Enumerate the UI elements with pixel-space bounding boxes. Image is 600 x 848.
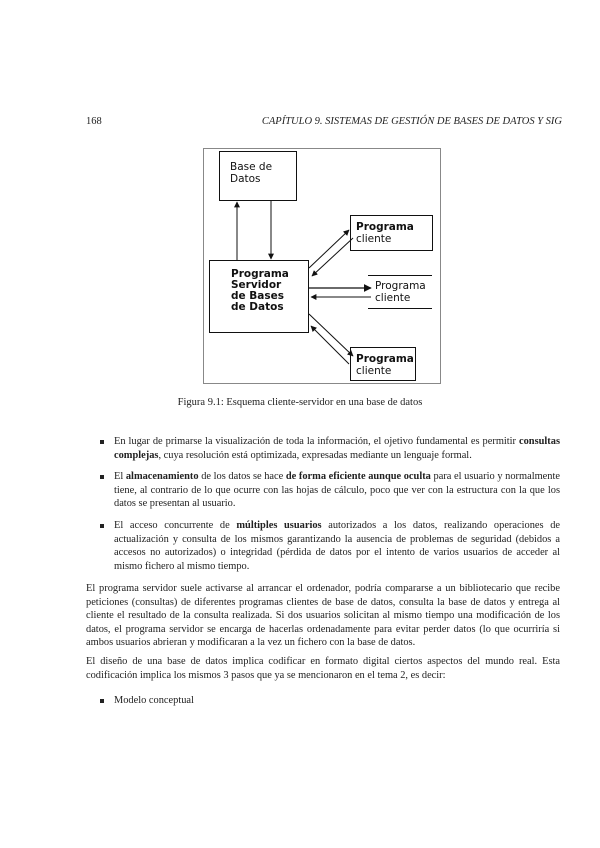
client-middle-label-2: cliente — [375, 292, 411, 304]
client-top-label-1: Programa — [356, 221, 414, 233]
database-label-2: Datos — [230, 173, 261, 185]
arrow-client-top-to-server — [312, 238, 353, 276]
client-bottom-label-1: Programa — [356, 353, 414, 365]
arrow-server-to-client-top — [309, 230, 349, 268]
list-item: Modelo conceptual — [86, 694, 560, 708]
paragraph-design: El diseño de una base de datos implica codificar en formato digital ciertos aspectos del mundo real. Esta codificación implica los mismos 3 pasos que ya se mencionaron en el tema 2, es decir: — [86, 656, 560, 681]
client-middle-label-1: Programa — [375, 280, 426, 292]
figure-caption: Figura 9.1: Esquema cliente-servidor en una base de datos — [177, 397, 423, 408]
chapter-title: CAPÍTULO 9. SISTEMAS DE GESTIÓN DE BASES DE DATOS Y SIG — [261, 116, 562, 127]
server-label-4: de Datos — [231, 301, 284, 313]
arrow-server-to-client-bottom — [309, 314, 353, 356]
steps-list — [86, 694, 560, 708]
arrow-client-bottom-to-server — [311, 326, 349, 364]
bullet-square-icon — [100, 475, 104, 479]
client-server-diagram — [203, 148, 441, 384]
bullet-square-icon — [100, 699, 104, 703]
bullet-square-icon — [100, 440, 104, 444]
server-label-3: de Bases — [231, 290, 285, 302]
list-item: El almacenamiento de los datos se hace de forma eficiente aunque oculta para el usuario y normalmente tiene, al contrario de lo que ocurre con las hojas de cálculo, poco que ver con la estructura con la que los datos se presentan al usuario. — [86, 470, 560, 511]
page-number: 168 — [86, 116, 102, 127]
list-item: En lugar de primarse la visualización de toda la información, el ojetivo fundamental es permitir consultas complejas, cuya resolución está optimizada, expresadas mediante un lenguaje formal. — [86, 435, 560, 462]
list-item: El acceso concurrente de múltiples usuarios autorizados a los datos, realizando operaciones de actualización y consulta de los mismos garantizando la ausencia de problemas de seguridad (debidos a accesos no autorizados) o integridad (pérdida de datos por el intento de varios usuarios de acceder al mismo fichero al mismo tiempo. — [86, 519, 560, 573]
database-label-1: Base de — [230, 161, 273, 173]
client-top-label-2: cliente — [356, 233, 392, 245]
paragraph-server: El programa servidor suele activarse al arrancar el ordenador, podría compararse a un bibliotecario que recibe peticiones (consultas) de diferentes programas clientes de base de datos, consulta la base de datos y entrega al cliente el resultado de la consulta realizada. Si dos usuarios solicitan al mismo tiempo una modificación de los datos, el programa servidor se encarga de hacerlas ordenadamente para evitar perder datos (lo que ocurriría si ambos usuarios abrieran y modificaran a la vez un fichero con la base de datos. — [86, 583, 560, 649]
server-label-1: Programa — [231, 268, 289, 280]
server-label-2: Servidor — [231, 279, 282, 291]
bullet-square-icon — [100, 524, 104, 528]
feature-list — [86, 435, 560, 581]
client-bottom-label-2: cliente — [356, 365, 392, 377]
